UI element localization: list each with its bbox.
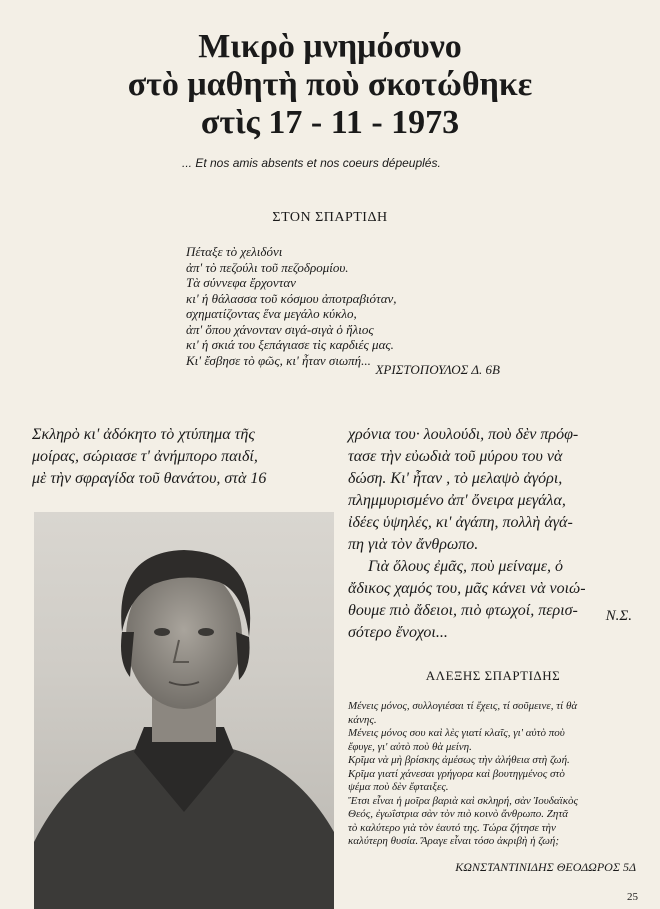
student-portrait-photo: [34, 512, 334, 909]
epigraph: ... Et nos amis absents et nos coeurs dépeuplés.: [182, 156, 441, 170]
poem1-body: [186, 244, 397, 368]
prose-line: ἰδέες ὑψηλές, κι' ἀγάπη, πολλὴ ἀγά-: [348, 514, 573, 531]
poem2-title: ΑΛΕΞΗΣ ΣΠΑΡΤΙΔΗΣ: [425, 668, 561, 683]
portrait-illustration: [34, 512, 334, 909]
poem1-title: ΣΤΟΝ ΣΠΑΡΤΙΔΗ: [272, 210, 388, 225]
page-title-line-3: στὶς 17 - 11 - 1973: [200, 104, 460, 141]
prose-line: θουμε πιὸ ἄδειοι, πιὸ φτωχοί, περισ-: [348, 602, 578, 619]
poem1-signature: ΧΡΙΣΤΟΠΟΥΛΟΣ Δ. 6Β: [375, 362, 500, 377]
prose-line: μὲ τὴν σφραγίδα τοῦ θανάτου, στὰ 16: [32, 470, 267, 487]
poem1-line: κι' ἡ σκιά του ξεπάγιασε τὶς καρδιές μας.: [186, 337, 394, 352]
poem2-line: Κρῖμα νὰ μὴ βρίσκης ἀμέσως τὴν ἀλήθεια στὴ ζωή.: [348, 754, 570, 766]
prose-signature: Ν.Σ.: [605, 608, 632, 624]
prose-line: χρόνια του· λουλούδι, ποὺ δὲν πρόφ-: [348, 426, 579, 443]
poem2-line: τὸ καλύτερο γιὰ τὸν ἑαυτό της. Τώρα ζήτησε τὴν: [348, 821, 556, 834]
prose-line: ἄδικος χαμός του, μᾶς κάνει νὰ νοιώ-: [348, 580, 586, 597]
poem2-line: Ἔτσι εἶναι ἡ μοῖρα βαριὰ καὶ σκληρή, σὰν Ἰουδαϊκὸς: [348, 794, 578, 807]
poem2-line: Μένεις μόνος, συλλογιέσαι τί ἔχεις, τί σοῦμεινε, τί θὰ: [348, 700, 578, 712]
poem1-line: Πέταξε τὸ χελιδόνι: [186, 244, 283, 259]
prose-line: μοίρας, σώριασε τ' ἀνήμπορο παιδί,: [32, 448, 258, 465]
poem2-signature: ΚΩΝΣΤΑΝΤΙΝΙΔΗΣ ΘΕΟΔΩΡΟΣ 5Δ: [455, 860, 636, 874]
page-title-line-2: στὸ μαθητὴ ποὺ σκοτώθηκε: [127, 66, 533, 103]
page-number: 25: [627, 891, 638, 903]
poem2-line: Μένεις μόνος σου καὶ λὲς γιατί κλαῖς, γι' αὐτὸ ποὺ: [348, 727, 565, 739]
poem2-line: καλύτερη θυσία. Ἄραγε εἶναι τόσο ἀκριβὴ ἡ ζωή;: [348, 835, 559, 847]
prose-line: σότερο ἔνοχοι...: [348, 624, 448, 641]
poem2-line: Κρῖμα γιατί χάνεσαι γρήγορα καὶ βουτηγμένος στὸ: [348, 767, 565, 780]
prose-line: πλημμυρισμένο ἀπ' ὄνειρα μεγάλα,: [348, 492, 566, 509]
prose-line: τασε τὴν εὐωδιὰ τοῦ μύρου του νὰ: [348, 448, 563, 465]
poem2-line: ἔφυγε, γι' αὐτὸ ποὺ θὰ μείνη.: [348, 740, 472, 753]
page-title-line-1: Μικρὸ μνημόσυνο: [198, 28, 462, 65]
prose-line: Γιὰ ὅλους ἐμᾶς, ποὺ μείναμε, ὁ: [368, 558, 564, 575]
poem1-line: ἀπ' τὸ πεζούλι τοῦ πεζοδρομίου.: [186, 259, 349, 275]
poem1-line: σχηματίζοντας ἕνα μεγάλο κύκλο,: [186, 306, 357, 321]
poem2-line: κάνης.: [348, 713, 377, 726]
prose-right-column: [348, 424, 634, 644]
poem2-body: [348, 700, 638, 849]
poem1-line: Κι' ἔσβησε τὸ φῶς, κι' ἦταν σιωπή...: [186, 352, 371, 368]
prose-line: Σκληρὸ κι' ἀδόκητο τὸ χτύπημα τῆς: [32, 426, 255, 443]
prose-line: δώση. Κι' ἦταν , τὸ μελαψὸ ἀγόρι,: [348, 470, 563, 487]
prose-left-column: [32, 424, 328, 490]
poem2-line: Θεός, ἐγωΐστρια σὰν τὸν πιὸ κοινὸ ἄνθρωπο. Ζητᾶ: [348, 808, 569, 820]
poem1-line: Τὰ σύννεφα ἔρχονταν: [186, 275, 296, 290]
prose-line: πη γιὰ τὸν ἄνθρωπο.: [348, 536, 479, 553]
poem1-line: κι' ἡ θάλασσα τοῦ κόσμου ἀποτραβιόταν,: [186, 290, 397, 306]
poem2-line: ψέμα ποὺ δὲν ἔφταιξες.: [348, 781, 449, 793]
poem1-line: ἀπ' ὅπου χάνονταν σιγά-σιγὰ ὁ ἥλιος: [186, 321, 374, 337]
